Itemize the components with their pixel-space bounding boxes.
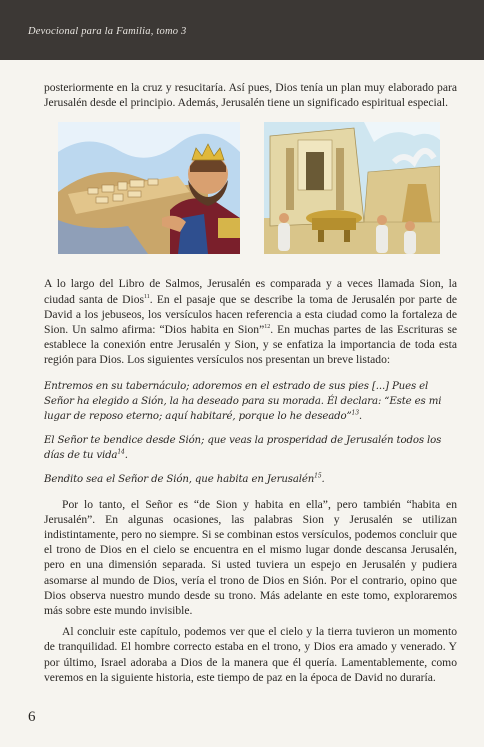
intro-paragraph: posteriormente en la cruz y resucitaría. Así pues, Dios tenía un plan muy elaborado para Jerusalén desde el principio. Además, Jerusalén tiene un significado espiritual especial. bbox=[44, 81, 457, 110]
footnote-ref: 12 bbox=[264, 324, 271, 331]
quote-text: El Señor te bendice desde Sión; que veas la prosperidad de Jerusalén todos los días de tu vida bbox=[44, 434, 442, 461]
illustration-king-david bbox=[58, 122, 240, 254]
page-content bbox=[44, 80, 457, 685]
quote-text: Bendito sea el Señor de Sión, que habita en Jerusalén bbox=[44, 473, 315, 485]
quote-end: . bbox=[358, 410, 362, 422]
quote-text: Entremos en su tabernáculo; adoremos en el estrado de sus pies [...] Pues el Señor ha elegido a Sión, la ha deseado para su morada. Él declara: “Este es mi lugar de reposo eterno; aquí habitaré, porque lo he deseado” bbox=[44, 380, 442, 422]
quote-end: . bbox=[321, 473, 325, 485]
body-text: . En muchas partes de las Escrituras se establece la conexión entre Jerusalén y Sion, y se enfatiza la importancia de toda esta región para Dios. Los siguientes versículos nos presentan un breve listado: bbox=[44, 323, 457, 367]
body-text: A lo largo del Libro de Salmos, Jerusalén es comparada y a veces llamada Sion, la ciudad santa de Dios bbox=[44, 277, 457, 306]
king-david-illustration bbox=[58, 122, 240, 254]
body-text: . En el pasaje que se describe la toma de Jerusalén por parte de David a los jebuseos, los versículos hacen referencia a esta ciudad como la fortaleza de Sion. Un salmo afirma: “Dios habita en Sion” bbox=[44, 292, 458, 337]
body-paragraph-throne: Por lo tanto, el Señor es “de Sion y habita en ella”, pero también “habita en Jerusalén”. En algunas ocasiones, las palabras Sion y Jerusalén se utilizan indistintamente, pero no siempre. Si se combinan estos versículos, podemos concluir que el trono de Dios en el cielo se encuentra en el mismo lugar donde descansa Jerusalén, pero en una dimensión separada. Si usted tuviera un espejo en Jerusalén y pudiera asomarse al mundo de Dios, vería el trono de Dios en Sión. Por el contrario, opino que Dios observa nuestro mundo desde su trono. Más adelante en este tomo, exploraremos más sobre este mundo invisible. bbox=[44, 497, 457, 618]
footnote-ref: 11 bbox=[144, 293, 150, 300]
footnote-ref: 13 bbox=[351, 409, 359, 417]
temple-illustration bbox=[264, 122, 440, 254]
quote-end: . bbox=[124, 449, 128, 461]
scripture-quote bbox=[44, 433, 457, 463]
body-paragraph-sion bbox=[44, 276, 457, 367]
footnote-ref: 15 bbox=[314, 472, 322, 480]
page-number: 6 bbox=[28, 709, 36, 725]
header-title: Devocional para la Familia, tomo 3 bbox=[28, 26, 187, 37]
illustrations bbox=[44, 122, 457, 258]
scripture-quote bbox=[44, 472, 457, 487]
body-paragraph-conclusion: Al concluir este capítulo, podemos ver que el cielo y la tierra tuvieron un momento de tranquilidad. El hombre correcto estaba en el trono, y Dios era amado y venerado. Y por último, Israel adoraba a Dios de la manera que él quería. Lamentablemente, como veremos en la siguiente historia, este tiempo de paz en la época de David no duraría. bbox=[44, 625, 457, 684]
scripture-quote bbox=[44, 379, 457, 424]
footnote-ref: 14 bbox=[117, 448, 125, 456]
illustration-temple bbox=[264, 122, 440, 254]
running-header bbox=[0, 0, 484, 60]
